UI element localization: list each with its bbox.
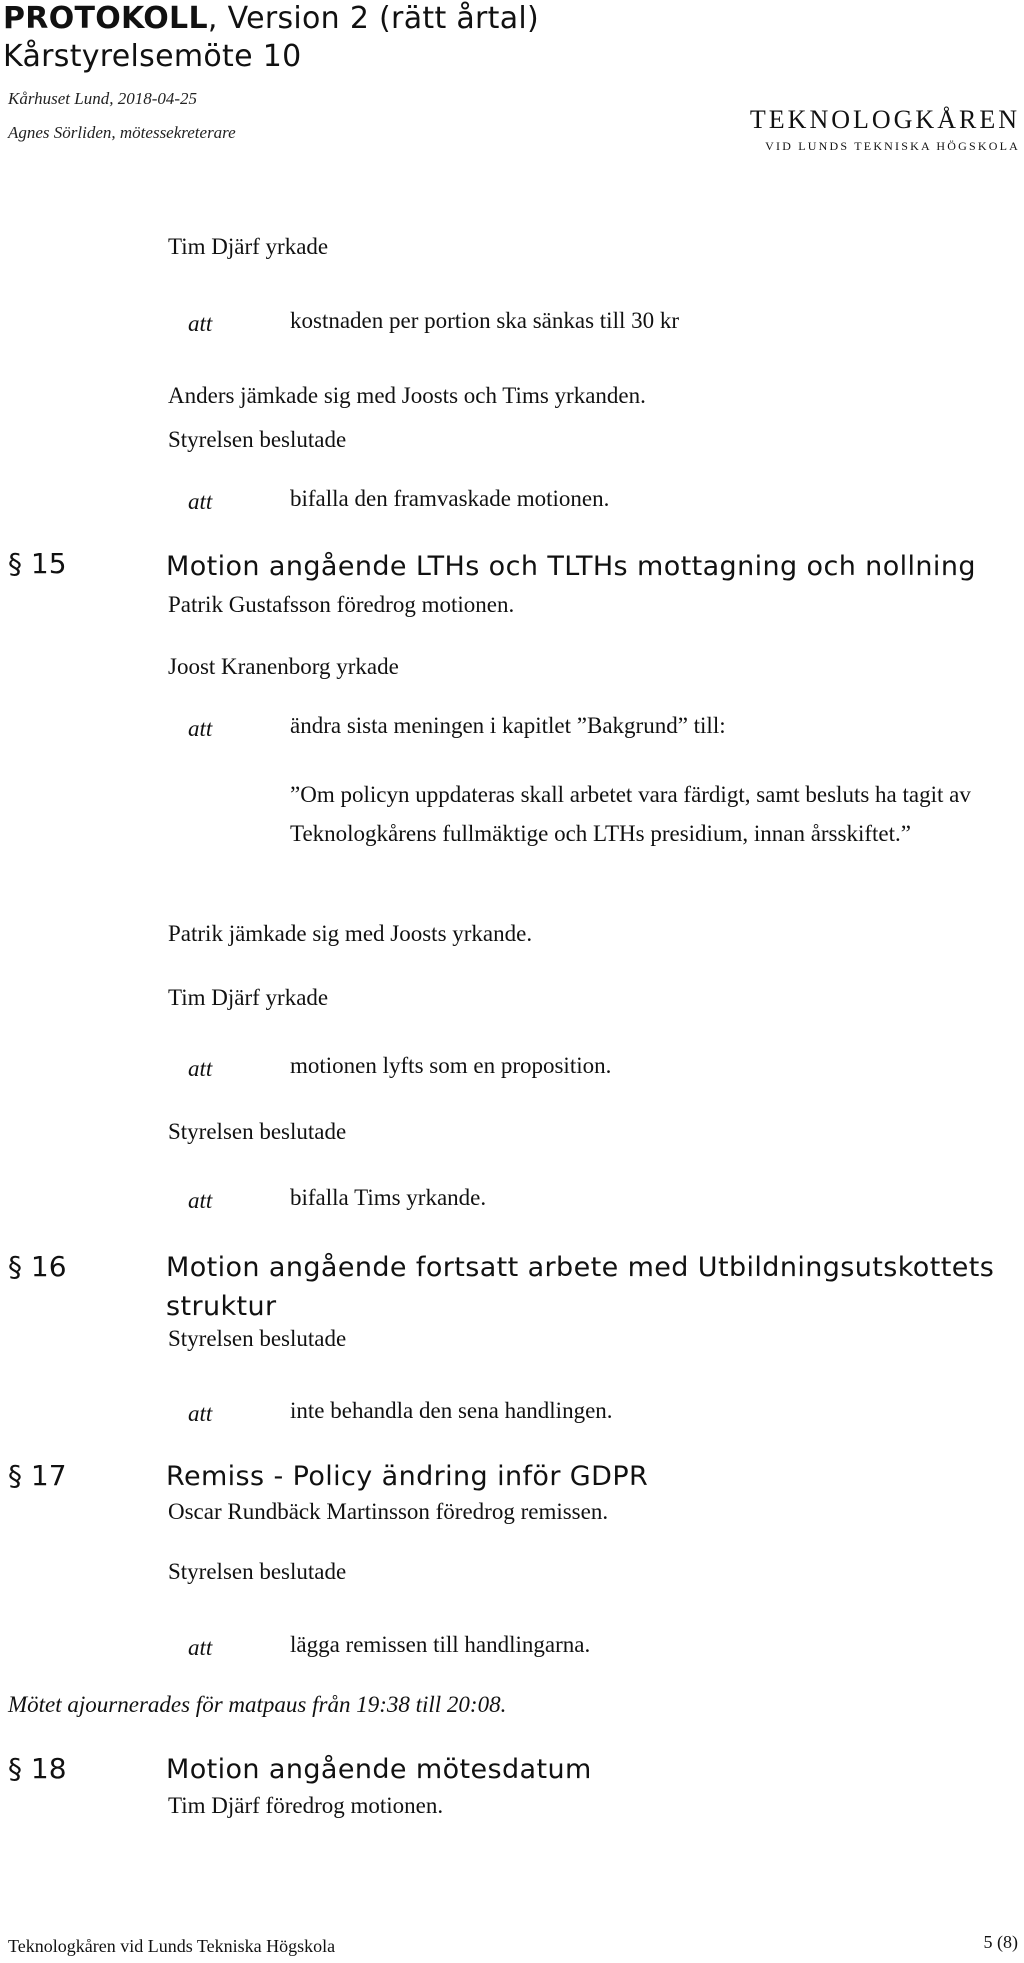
org-logo-sub: VID LUNDS TEKNISKA HÖGSKOLA bbox=[765, 139, 1020, 153]
section-number: § 15 bbox=[8, 547, 67, 580]
decision-text: bifalla Tims yrkande. bbox=[290, 1185, 487, 1210]
presenter: Oscar Rundbäck Martinsson föredrog remissen. bbox=[168, 1499, 609, 1524]
section-number: § 17 bbox=[8, 1459, 67, 1492]
presenter: Patrik Gustafsson föredrog motionen. bbox=[168, 592, 515, 617]
title-rest: , Version 2 (rätt årtal) bbox=[207, 1, 540, 36]
motion-text: motionen lyfts som en proposition. bbox=[290, 1053, 612, 1078]
paragraph: Joost Kranenborg yrkade bbox=[168, 654, 399, 679]
paragraph: Styrelsen beslutade bbox=[168, 1119, 347, 1144]
org-logo-name: TEKNOLOGKÅREN bbox=[749, 105, 1020, 134]
place-date: Kårhuset Lund, 2018-04-25 bbox=[8, 89, 198, 108]
paragraph: Styrelsen beslutade bbox=[168, 1559, 347, 1584]
presenter: Tim Djärf föredrog motionen. bbox=[168, 1793, 444, 1818]
att-label: att bbox=[188, 1401, 213, 1426]
document-title bbox=[3, 1, 539, 37]
section-heading: Motion angående LTHs och TLTHs mottagning och nollning bbox=[166, 551, 976, 582]
document-subtitle: Kårstyrelsemöte 10 bbox=[3, 39, 302, 74]
quote-text: ”Om policyn uppdateras skall arbetet vara färdigt, samt besluts ha tagit av Teknologkårens fullmäktige och LTHs presidium, innan årsskiftet.” bbox=[290, 782, 971, 846]
paragraph: Tim Djärf yrkade bbox=[168, 985, 329, 1010]
att-label: att bbox=[188, 716, 213, 741]
att-label: att bbox=[188, 489, 213, 514]
att-label: att bbox=[188, 1056, 213, 1081]
decision-text: inte behandla den sena handlingen. bbox=[290, 1398, 613, 1423]
adjournment-note: Mötet ajournerades för matpaus från 19:38 till 20:08. bbox=[8, 1692, 507, 1717]
page-number: 5 (8) bbox=[983, 1932, 1018, 1952]
paragraph: Patrik jämkade sig med Joosts yrkande. bbox=[168, 921, 533, 946]
title-bold: PROTOKOLL bbox=[3, 1, 208, 36]
att-label: att bbox=[188, 1635, 213, 1660]
section-heading-cont: struktur bbox=[166, 1291, 277, 1322]
section-number: § 16 bbox=[8, 1250, 67, 1283]
motion-text: ändra sista meningen i kapitlet ”Bakgrund” till: bbox=[290, 713, 726, 738]
motion-text: kostnaden per portion ska sänkas till 30 kr bbox=[290, 308, 680, 333]
section-heading: Motion angående fortsatt arbete med Utbildningsutskottets bbox=[166, 1252, 995, 1283]
section-heading: Remiss - Policy ändring inför GDPR bbox=[166, 1461, 649, 1492]
paragraph: Styrelsen beslutade bbox=[168, 1326, 347, 1351]
secretary: Agnes Sörliden, mötessekreterare bbox=[8, 123, 236, 142]
footer-org: Teknologkåren vid Lunds Tekniska Högskola bbox=[8, 1936, 336, 1956]
decision-text: bifalla den framvaskade motionen. bbox=[290, 486, 610, 511]
att-label: att bbox=[188, 1188, 213, 1213]
section-heading: Motion angående mötesdatum bbox=[166, 1754, 592, 1785]
paragraph: Styrelsen beslutade bbox=[168, 427, 347, 452]
att-label: att bbox=[188, 311, 213, 336]
decision-text: lägga remissen till handlingarna. bbox=[290, 1632, 591, 1657]
paragraph: Anders jämkade sig med Joosts och Tims yrkanden. bbox=[168, 383, 646, 408]
section-number: § 18 bbox=[8, 1752, 67, 1785]
paragraph: Tim Djärf yrkade bbox=[168, 234, 329, 259]
